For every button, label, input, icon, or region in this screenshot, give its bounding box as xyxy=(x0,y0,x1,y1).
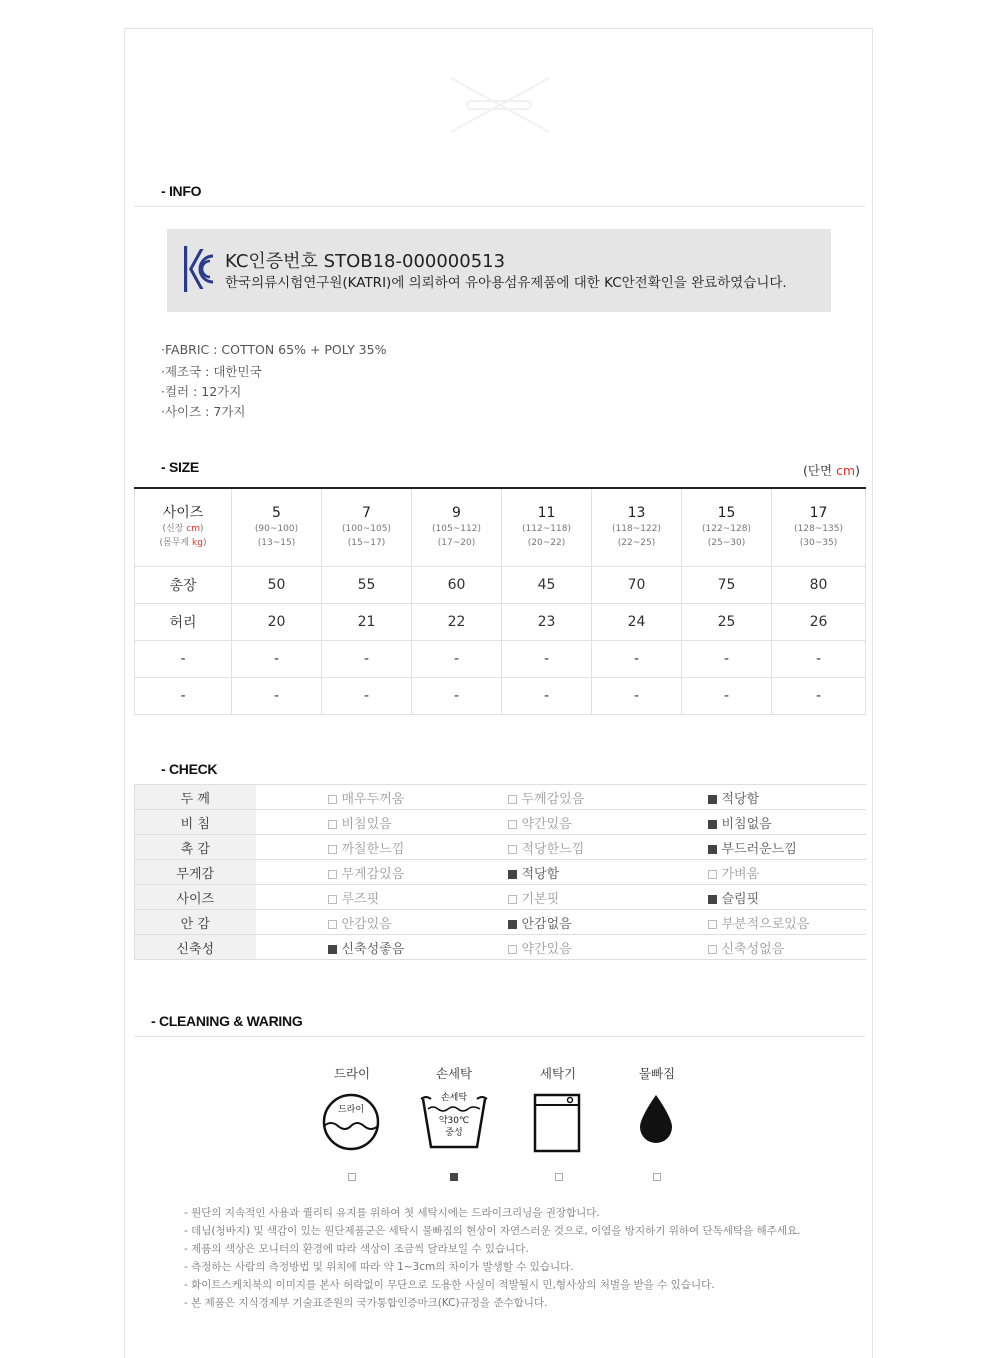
table-cell: 50 xyxy=(232,567,322,604)
option-label: 매우두꺼움 xyxy=(341,791,405,807)
kc-number: KC인증번호 STOB18-000000513 xyxy=(225,251,506,272)
check-row-label: 무게감 xyxy=(135,860,256,885)
size-row-total-length xyxy=(135,567,866,604)
check-table xyxy=(134,784,866,960)
checkbox-icon xyxy=(508,795,517,804)
check-option xyxy=(508,935,708,960)
washing-machine-icon xyxy=(533,1093,581,1153)
table-cell: 22 xyxy=(412,604,502,641)
option-label: 약간있음 xyxy=(521,816,572,832)
option-label: 비침있음 xyxy=(341,816,392,832)
table-cell: - xyxy=(682,641,772,678)
hand-wash-icon-text: 손세탁 xyxy=(440,1093,468,1103)
size-weight-range: (30~35) xyxy=(799,538,838,548)
size-num: 7 xyxy=(362,505,371,521)
check-spacer xyxy=(256,860,328,885)
size-section-title: - SIZE xyxy=(161,459,199,475)
check-spacer xyxy=(256,885,328,910)
check-row-label: 안 감 xyxy=(135,910,256,935)
check-option xyxy=(708,910,866,935)
checkbox-checked-icon xyxy=(328,945,337,954)
check-option xyxy=(508,810,708,835)
care-washing-machine xyxy=(518,1064,598,1082)
care-dry xyxy=(312,1064,392,1082)
table-cell: 70 xyxy=(592,567,682,604)
checkbox-icon xyxy=(508,945,517,954)
ribbon-decoration-icon xyxy=(445,72,557,138)
notice-line: - 본 제품은 지식경제부 기술표준원의 국가통합인증마크(KC)규정을 준수합니다. xyxy=(184,1297,548,1309)
table-cell: - xyxy=(502,678,592,715)
care-dry-checkbox-icon xyxy=(348,1173,356,1181)
checkbox-icon xyxy=(328,895,337,904)
dry-icon-text: 드라이 xyxy=(337,1105,365,1115)
table-cell: - xyxy=(772,641,866,678)
check-row-fit xyxy=(135,885,866,910)
row-label: - xyxy=(135,641,232,678)
size-num: 13 xyxy=(627,505,646,521)
notice-line: - 데님(청바지) 및 색감이 있는 원단제품군은 세탁시 물빠짐의 현상이 자연스러운 것으로, 이염을 방지하기 위하여 단독세탁을 해주세요. xyxy=(184,1225,801,1237)
notice-line: - 제품의 색상은 모니터의 환경에 따라 색상이 조금씩 달라보일 수 있습니다. xyxy=(184,1243,529,1255)
check-option xyxy=(508,785,708,810)
check-row-weight xyxy=(135,860,866,885)
size-height-range: (100~105) xyxy=(342,524,391,534)
size-unit-note xyxy=(803,461,860,479)
kc-certification-box xyxy=(167,229,831,312)
care-drop-checkbox-icon xyxy=(653,1173,661,1181)
table-cell: - xyxy=(322,641,412,678)
size-header-row xyxy=(135,488,866,567)
table-cell: 25 xyxy=(682,604,772,641)
table-cell: - xyxy=(232,678,322,715)
check-spacer xyxy=(256,810,328,835)
header-height-unit: cm xyxy=(186,524,200,534)
table-cell: - xyxy=(592,641,682,678)
size-num: 5 xyxy=(272,505,281,521)
table-cell: - xyxy=(322,678,412,715)
check-option xyxy=(708,860,866,885)
option-label: 적당함 xyxy=(521,866,560,882)
check-section-title: - CHECK xyxy=(161,761,218,777)
option-label: 안감있음 xyxy=(341,916,392,932)
check-row-thickness xyxy=(135,785,866,810)
option-label: 신축성없음 xyxy=(721,941,785,957)
table-cell: 75 xyxy=(682,567,772,604)
checkbox-checked-icon xyxy=(708,820,717,829)
hand-wash-icon xyxy=(419,1089,489,1151)
care-washer-checkbox-icon xyxy=(555,1173,563,1181)
table-cell: 55 xyxy=(322,567,412,604)
header-height-close: ) xyxy=(199,524,204,534)
checkbox-checked-icon xyxy=(508,870,517,879)
header-height-prefix: (신장 xyxy=(162,524,187,534)
checkbox-icon xyxy=(708,870,717,879)
size-height-range: (105~112) xyxy=(432,524,481,534)
check-row-lining xyxy=(135,910,866,935)
checkbox-icon xyxy=(508,845,517,854)
checkbox-icon xyxy=(328,920,337,929)
option-label: 기본핏 xyxy=(521,891,560,907)
size-header-weight xyxy=(135,536,231,550)
size-header-label-cell xyxy=(135,488,232,567)
table-cell: - xyxy=(502,641,592,678)
header-weight-prefix: (몸무게 xyxy=(159,538,192,548)
check-spacer xyxy=(256,910,328,935)
checkbox-icon xyxy=(708,945,717,954)
info-fabric: ·FABRIC : COTTON 65% + POLY 35% xyxy=(161,342,387,357)
size-table xyxy=(134,487,866,715)
check-option xyxy=(508,835,708,860)
option-label: 두께감있음 xyxy=(521,791,585,807)
size-weight-range: (17~20) xyxy=(437,538,476,548)
size-unit-cm: cm xyxy=(836,463,856,478)
size-col-9 xyxy=(412,488,502,567)
table-cell: 80 xyxy=(772,567,866,604)
size-col-13 xyxy=(592,488,682,567)
notice-line: - 원단의 지속적인 사용과 퀄리티 유지를 위하여 첫 세탁시에는 드라이크리닝을 권장합니다. xyxy=(184,1207,600,1219)
size-height-range: (122~128) xyxy=(702,524,751,534)
care-hand-wash-checked-icon xyxy=(450,1173,458,1181)
checkbox-icon xyxy=(508,820,517,829)
option-label: 부드러운느낌 xyxy=(721,841,797,857)
size-height-range: (128~135) xyxy=(794,524,843,534)
size-col-7 xyxy=(322,488,412,567)
kc-mark-icon xyxy=(183,244,215,294)
dry-clean-icon xyxy=(321,1092,381,1152)
table-cell: 45 xyxy=(502,567,592,604)
checkbox-icon xyxy=(328,795,337,804)
size-row-waist xyxy=(135,604,866,641)
check-option xyxy=(328,935,508,960)
option-label: 가벼움 xyxy=(721,866,760,882)
size-weight-range: (20~22) xyxy=(527,538,566,548)
row-label: 허리 xyxy=(135,604,232,641)
care-label: 손세탁 xyxy=(435,1066,473,1081)
table-cell: 23 xyxy=(502,604,592,641)
row-label: - xyxy=(135,678,232,715)
checkbox-icon xyxy=(708,920,717,929)
size-row-empty-2 xyxy=(135,678,866,715)
notice-line: - 측정하는 사람의 측정방법 및 위치에 따라 약 1~3cm의 차이가 발생할 수 있습니다. xyxy=(184,1261,574,1273)
hand-wash-neutral-text: 중성 xyxy=(445,1128,463,1138)
size-row-empty-1 xyxy=(135,641,866,678)
check-option xyxy=(328,910,508,935)
checkbox-icon xyxy=(328,870,337,879)
table-cell: 26 xyxy=(772,604,866,641)
option-label: 슬림핏 xyxy=(721,891,760,907)
size-num: 9 xyxy=(452,505,461,521)
check-spacer xyxy=(256,835,328,860)
table-cell: 24 xyxy=(592,604,682,641)
care-hand-wash xyxy=(414,1064,494,1082)
table-cell: 60 xyxy=(412,567,502,604)
size-weight-range: (13~15) xyxy=(257,538,296,548)
check-option xyxy=(508,885,708,910)
check-option xyxy=(328,810,508,835)
option-label: 적당함 xyxy=(721,791,760,807)
table-cell: - xyxy=(232,641,322,678)
check-row-label: 두 께 xyxy=(135,785,256,810)
table-cell: - xyxy=(412,641,502,678)
check-option xyxy=(508,860,708,885)
check-row-stretch xyxy=(135,935,866,960)
header-weight-unit: kg xyxy=(192,538,203,548)
check-spacer xyxy=(256,935,328,960)
table-cell: - xyxy=(592,678,682,715)
size-unit-prefix: (단면 xyxy=(803,463,837,478)
check-option xyxy=(708,785,866,810)
check-row-texture xyxy=(135,835,866,860)
check-option xyxy=(328,785,508,810)
row-label: 총장 xyxy=(135,567,232,604)
checkbox-icon xyxy=(328,820,337,829)
table-cell: - xyxy=(772,678,866,715)
check-option xyxy=(328,860,508,885)
check-option xyxy=(708,810,866,835)
checkbox-checked-icon xyxy=(508,920,517,929)
option-label: 부분적으로있음 xyxy=(721,916,810,932)
care-color-bleed xyxy=(617,1064,697,1082)
check-row-label: 비 침 xyxy=(135,810,256,835)
option-label: 비침없음 xyxy=(721,816,772,832)
size-col-17 xyxy=(772,488,866,567)
check-row-sheerness xyxy=(135,810,866,835)
size-weight-range: (25~30) xyxy=(707,538,746,548)
option-label: 적당한느낌 xyxy=(521,841,585,857)
option-label: 안감없음 xyxy=(521,916,572,932)
check-option xyxy=(328,835,508,860)
option-label: 루즈핏 xyxy=(341,891,380,907)
size-header-label: 사이즈 xyxy=(162,505,204,521)
option-label: 무게감있음 xyxy=(341,866,405,882)
size-unit-suffix: ) xyxy=(855,463,860,478)
info-divider xyxy=(134,206,865,207)
size-header-height xyxy=(135,522,231,536)
table-cell: 21 xyxy=(322,604,412,641)
size-num: 11 xyxy=(537,505,556,521)
size-col-5 xyxy=(232,488,322,567)
info-color: ·컬러 : 12가지 xyxy=(161,384,242,399)
size-num: 15 xyxy=(717,505,736,521)
check-spacer xyxy=(256,785,328,810)
option-label: 약간있음 xyxy=(521,941,572,957)
care-label: 세탁기 xyxy=(539,1066,577,1081)
check-option xyxy=(328,885,508,910)
check-option xyxy=(708,935,866,960)
info-size-count: ·사이즈 : 7가지 xyxy=(161,404,246,419)
size-height-range: (112~118) xyxy=(522,524,571,534)
checkbox-checked-icon xyxy=(708,845,717,854)
info-section-title: - INFO xyxy=(161,183,202,199)
table-cell: - xyxy=(412,678,502,715)
care-label: 물빠짐 xyxy=(638,1066,676,1081)
size-height-range: (90~100) xyxy=(254,524,299,534)
check-row-label: 사이즈 xyxy=(135,885,256,910)
info-origin: ·제조국 : 대한민국 xyxy=(161,364,262,379)
check-option xyxy=(508,910,708,935)
water-drop-icon xyxy=(638,1093,674,1145)
size-height-range: (118~122) xyxy=(612,524,661,534)
option-label: 까칠한느낌 xyxy=(341,841,405,857)
check-row-label: 신축성 xyxy=(135,935,256,960)
size-num: 17 xyxy=(809,505,828,521)
checkbox-checked-icon xyxy=(708,795,717,804)
care-label: 드라이 xyxy=(333,1066,371,1081)
size-weight-range: (15~17) xyxy=(347,538,386,548)
size-col-15 xyxy=(682,488,772,567)
checkbox-checked-icon xyxy=(708,895,717,904)
table-cell: 20 xyxy=(232,604,322,641)
size-col-11 xyxy=(502,488,592,567)
cleaning-section-title: - CLEANING & WARING xyxy=(151,1013,303,1029)
header-weight-close: ) xyxy=(202,538,207,548)
notice-line: - 화이트스케치북의 이미지를 본사 허락없이 무단으로 도용한 사실이 적발될시 민,형사상의 처벌을 받을 수 있습니다. xyxy=(184,1279,715,1291)
option-label: 신축성좋음 xyxy=(341,941,405,957)
check-option xyxy=(708,885,866,910)
check-option xyxy=(708,835,866,860)
checkbox-icon xyxy=(328,845,337,854)
kc-description: 한국의류시험연구원(KATRI)에 의뢰하여 유아용섬유제품에 대한 KC안전확인을 완료하였습니다. xyxy=(225,275,787,291)
size-weight-range: (22~25) xyxy=(617,538,656,548)
table-cell: - xyxy=(682,678,772,715)
checkbox-icon xyxy=(508,895,517,904)
hand-wash-temp-text: 약30℃ xyxy=(438,1116,470,1126)
check-row-label: 촉 감 xyxy=(135,835,256,860)
cleaning-divider xyxy=(134,1036,865,1037)
